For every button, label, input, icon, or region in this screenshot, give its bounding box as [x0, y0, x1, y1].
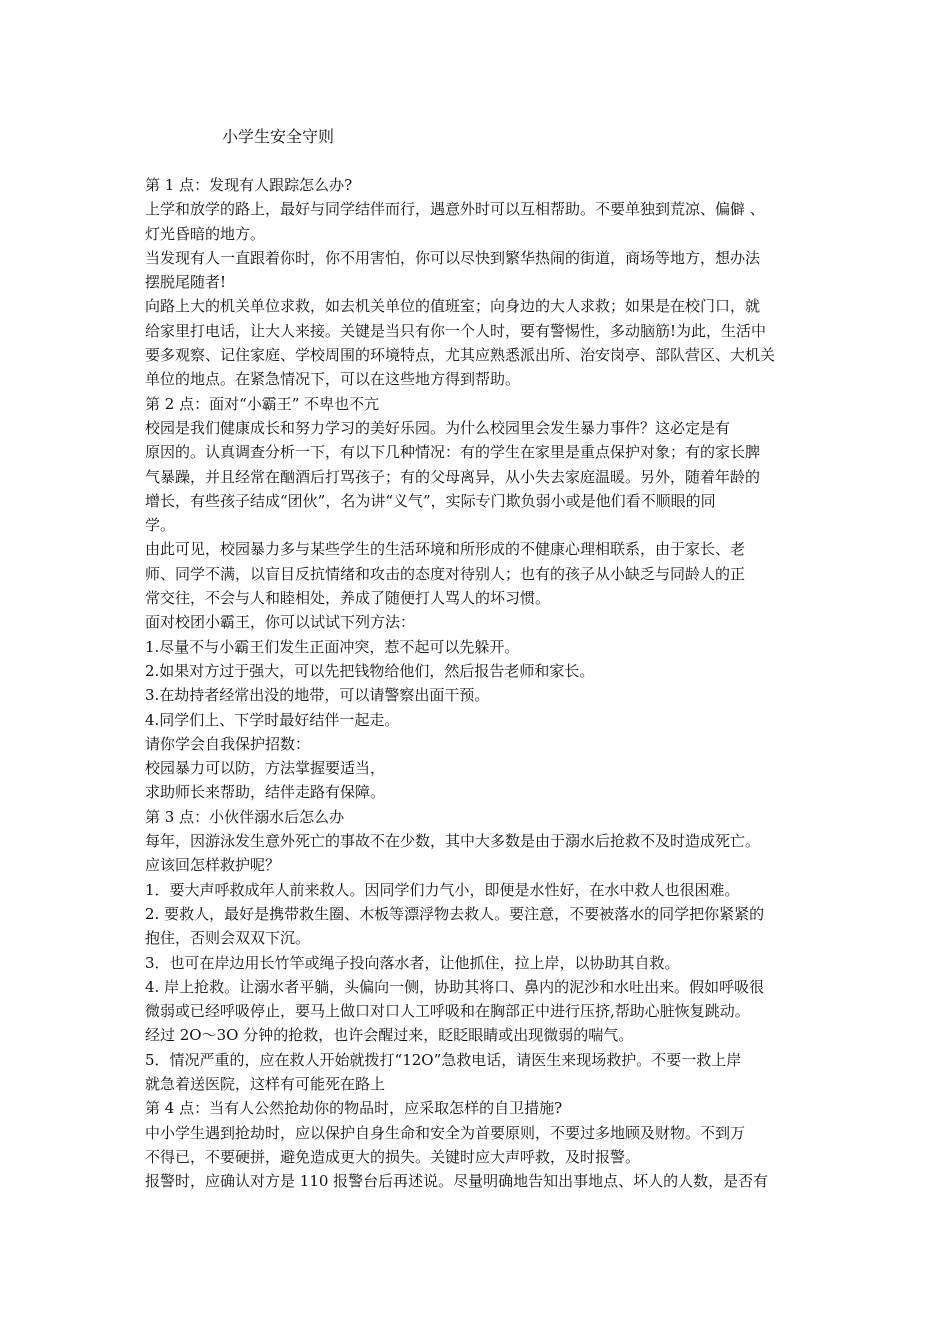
text-line: 应该回怎样救护呢？	[145, 856, 281, 875]
text-line: 学。	[145, 516, 176, 535]
text-line: 第 3 点：小伙伴溺水后怎么办	[145, 807, 345, 826]
text-line: 报警时，应确认对方是 110 报警台后再述说。尽量明确地告知出事地点、坏人的人数，是否有	[145, 1172, 769, 1191]
document-title: 小学生安全守则	[222, 127, 335, 146]
text-line: 校园是我们健康成长和努力学习的美好乐园。为什么校园里会发生暴力事件？这必定是有	[145, 418, 731, 437]
text-line: 当发现有人一直跟着你时，你不用害怕，你可以尽快到繁华热闹的街道，商场等地方，想办法	[145, 248, 761, 267]
text-line: 由此可见，校园暴力多与某些学生的生活环境和所形成的不健康心理相联系，由于家长、老	[145, 540, 746, 559]
text-line: 2.如果对方过于强大，可以先把钱物给他们，然后报告老师和家长。	[145, 661, 595, 680]
text-line: 原因的。认真调查分析一下，有以下几种情况：有的学生在家里是重点保护对象；有的家长脾	[145, 443, 761, 462]
text-line: 4. 岸上抢救。让溺水者平躺，头偏向一侧，协助其将口、鼻内的泥沙和水吐出来。假如呼吸很	[145, 977, 765, 996]
text-line: 上学和放学的路上，最好与同学结伴而行，遇意外时可以互相帮助。不要单独到荒凉、偏僻 、	[145, 200, 765, 219]
text-line: 第 2 点：面对“小霸王” 不卑也不亢	[145, 394, 380, 413]
text-line: 2. 要救人，最好是携带救生圈、木板等漂浮物去救人。要注意，不要被落水的同学把你紧紧的	[145, 904, 765, 923]
text-line: 求助师长来帮助，结伴走路有保障。	[145, 783, 386, 802]
text-line: 经过 2O～3O 分钟的抢救，也许会醒过来，眨眨眼睛或出现微弱的喘气。	[145, 1026, 634, 1045]
text-line: 给家里打电话，让大人来接。关键是当只有你一个人时，要有警惕性，多动脑筋!为此，生活中	[145, 321, 767, 340]
text-line: 中小学生遇到抢劫时，应以保护自身生命和安全为首要原则，不要过多地顾及财物。不到万	[145, 1123, 746, 1142]
text-line: 微弱或已经呼吸停止，要马上做口对口人工呼吸和在胸部正中进行压挤,帮助心脏恢复跳动。	[145, 1002, 750, 1021]
text-line: 第 1 点：发现有人跟踪怎么办?	[145, 176, 353, 194]
text-line: 每年，因游泳发生意外死亡的事故不在少数，其中大多数是由于溺水后抢救不及时造成死亡。	[145, 832, 761, 851]
text-line: 摆脱尾随者!	[145, 273, 227, 292]
text-line: 气暴躁，并且经常在酗酒后打骂孩子；有的父母离异，从小失去家庭温暖。另外，随着年龄的	[145, 467, 761, 486]
text-line: 增长，有些孩子结成“团伙”，名为讲“义气”，实际专门欺负弱小或是他们看不顺眼的同	[145, 491, 716, 510]
text-line: 向路上大的机关单位求救，如去机关单位的值班室；向身边的大人求救；如果是在校门口，就	[145, 297, 761, 316]
text-line: 就急着送医院，这样有可能死在路上	[145, 1074, 386, 1093]
text-line: 面对校团小霸王，你可以试试下列方法：	[145, 613, 416, 632]
text-line: 校园暴力可以防，方法掌握要适当，	[145, 759, 386, 778]
text-line: 抱住，否则会双双下沉。	[145, 929, 311, 948]
text-line: 1.尽量不与小霸王们发生正面冲突，惹不起可以先躲开。	[145, 637, 520, 656]
document-body	[145, 173, 812, 1193]
text-line: 第 4 点：当有人公然抢劫你的物品时，应采取怎样的自卫措施?	[145, 1099, 563, 1118]
text-line: 3．也可在岸边用长竹竿或绳子投向落水者，让他抓住，拉上岸，以协助其自救。	[145, 953, 680, 972]
text-line: 3.在劫持者经常出没的地带，可以请警察出面干预。	[145, 686, 490, 705]
text-line: 不得已，不要硬拼，避免造成更大的损失。关键时应大声呼救，及时报警。	[145, 1147, 641, 1166]
text-line: 要多观察、记住家庭、学校周围的环境特点，尤其应熟悉派出所、治安岗亭、部队营区、大机关	[145, 346, 776, 365]
text-line: 灯光昏暗的地方。	[145, 224, 266, 243]
text-line: 请你学会自我保护招数：	[145, 734, 311, 753]
text-line: 单位的地点。在紧急情况下，可以在这些地方得到帮助。	[145, 370, 521, 389]
text-line: 常交往，不会与人和睦相处，养成了随便打人骂人的坏习惯。	[145, 589, 551, 608]
text-line: 4.同学们上、下学时最好结伴一起走。	[145, 710, 400, 729]
text-line: 1．要大声呼救成年人前来救人。因同学们力气小，即便是水性好，在水中救人也很困难。	[145, 880, 740, 899]
text-line: 5．情况严重的，应在救人开始就拨打“12O”急救电话，请医生来现场救护。不要一救上岸	[145, 1050, 742, 1069]
text-line: 师、同学不满，以盲目反抗情绪和攻击的态度对待别人；也有的孩子从小缺乏与同龄人的正	[145, 564, 746, 583]
